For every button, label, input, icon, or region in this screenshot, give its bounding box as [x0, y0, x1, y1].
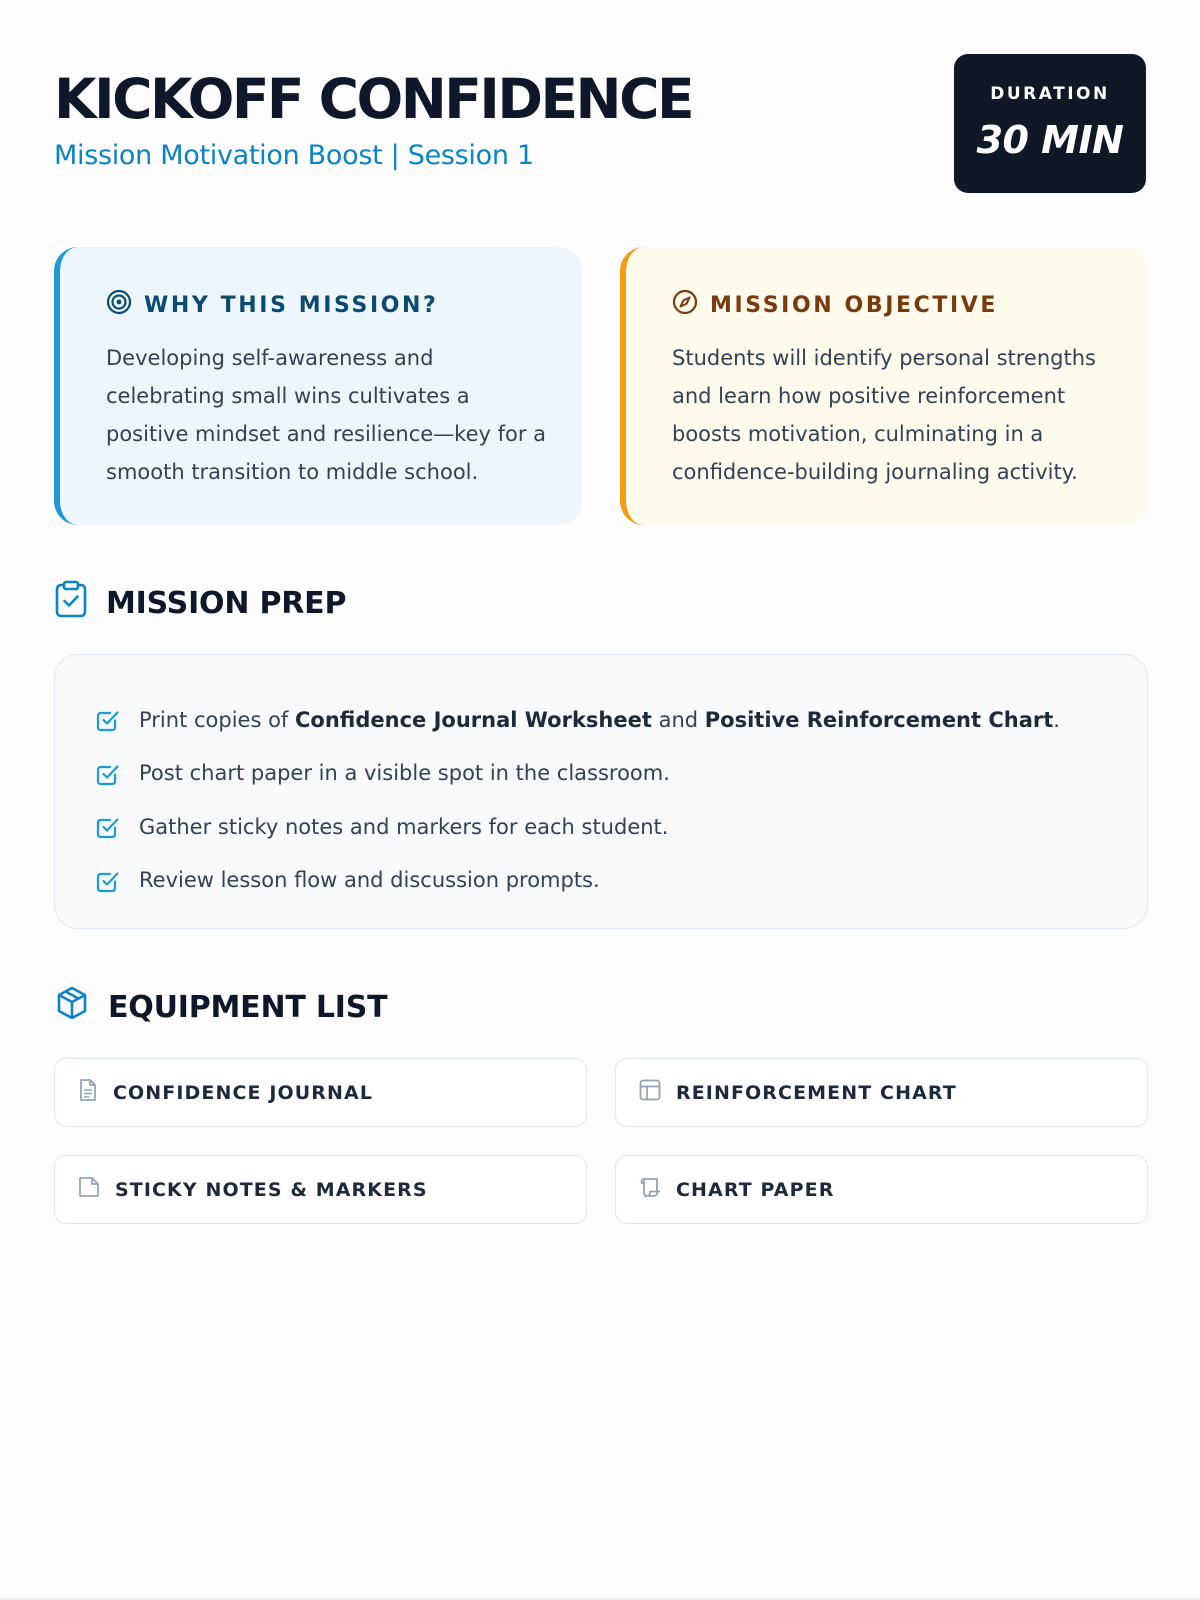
- prep-item-text: Review lesson flow and discussion prompts.: [139, 868, 600, 893]
- objective-text: Students will identify personal strengths and learn how positive reinforcement boosts motivation, culminating in a confidence-building journaling activity.: [672, 346, 1096, 484]
- page-subtitle: Mission Motivation Boost | Session 1: [54, 140, 534, 171]
- document-icon: [77, 1078, 99, 1107]
- equipment-label: CONFIDENCE JOURNAL: [113, 1081, 374, 1104]
- objective-heading: [672, 289, 1118, 321]
- prep-section-heading: [54, 580, 346, 626]
- equipment-item: [615, 1155, 1148, 1224]
- scroll-icon: [638, 1175, 662, 1204]
- header: [54, 0, 1146, 240]
- info-cards: [54, 247, 1148, 525]
- why-text: Developing self-awareness and celebrating small wins cultivates a positive mindset and resilience—key for a smooth transition to middle school.: [106, 346, 547, 484]
- equipment-heading-text: EQUIPMENT LIST: [108, 989, 388, 1025]
- checkbox-checked-icon: [95, 701, 121, 738]
- objective-heading-text: MISSION OBJECTIVE: [710, 292, 999, 318]
- checkbox-checked-icon: [95, 755, 121, 792]
- checkbox-checked-icon: [95, 808, 121, 845]
- duration-label: DURATION: [990, 84, 1110, 104]
- equipment-label: STICKY NOTES & MARKERS: [115, 1178, 428, 1201]
- equipment-section-heading: [54, 985, 387, 1029]
- page-title: KICKOFF CONFIDENCE: [54, 67, 693, 131]
- equipment-item: [615, 1058, 1148, 1127]
- prep-item-text: Post chart paper in a visible spot in the classroom.: [139, 761, 670, 786]
- checkbox-checked-icon: [95, 862, 121, 899]
- prep-heading-text: MISSION PREP: [106, 585, 347, 621]
- layout-icon: [638, 1078, 662, 1107]
- duration-badge: [954, 54, 1146, 193]
- why-card: [54, 247, 582, 525]
- equipment-label: CHART PAPER: [676, 1178, 835, 1201]
- equipment-list: [54, 1058, 1148, 1224]
- sticky-note-icon: [77, 1175, 101, 1204]
- prep-item-text: Gather sticky notes and markers for each student.: [139, 814, 669, 839]
- prep-item: [95, 800, 1147, 854]
- clipboard-check-icon: [54, 580, 88, 626]
- compass-icon: [672, 289, 698, 321]
- why-heading-text: WHY THIS MISSION?: [144, 292, 439, 318]
- objective-card: [620, 247, 1148, 525]
- equipment-item: [54, 1155, 587, 1224]
- duration-value: 30 MIN: [976, 118, 1124, 162]
- target-icon: [106, 289, 132, 321]
- prep-list: [95, 693, 1147, 907]
- prep-checklist: [54, 654, 1148, 929]
- why-heading: [106, 289, 552, 321]
- equipment-item: [54, 1058, 587, 1127]
- prep-item: [95, 693, 1147, 747]
- box-icon: [54, 985, 90, 1029]
- prep-item: [95, 854, 1147, 908]
- prep-item: [95, 747, 1147, 801]
- prep-item-text: Print copies of Confidence Journal Worksheet and Positive Reinforcement Chart.: [139, 707, 1060, 732]
- equipment-label: REINFORCEMENT CHART: [676, 1081, 957, 1104]
